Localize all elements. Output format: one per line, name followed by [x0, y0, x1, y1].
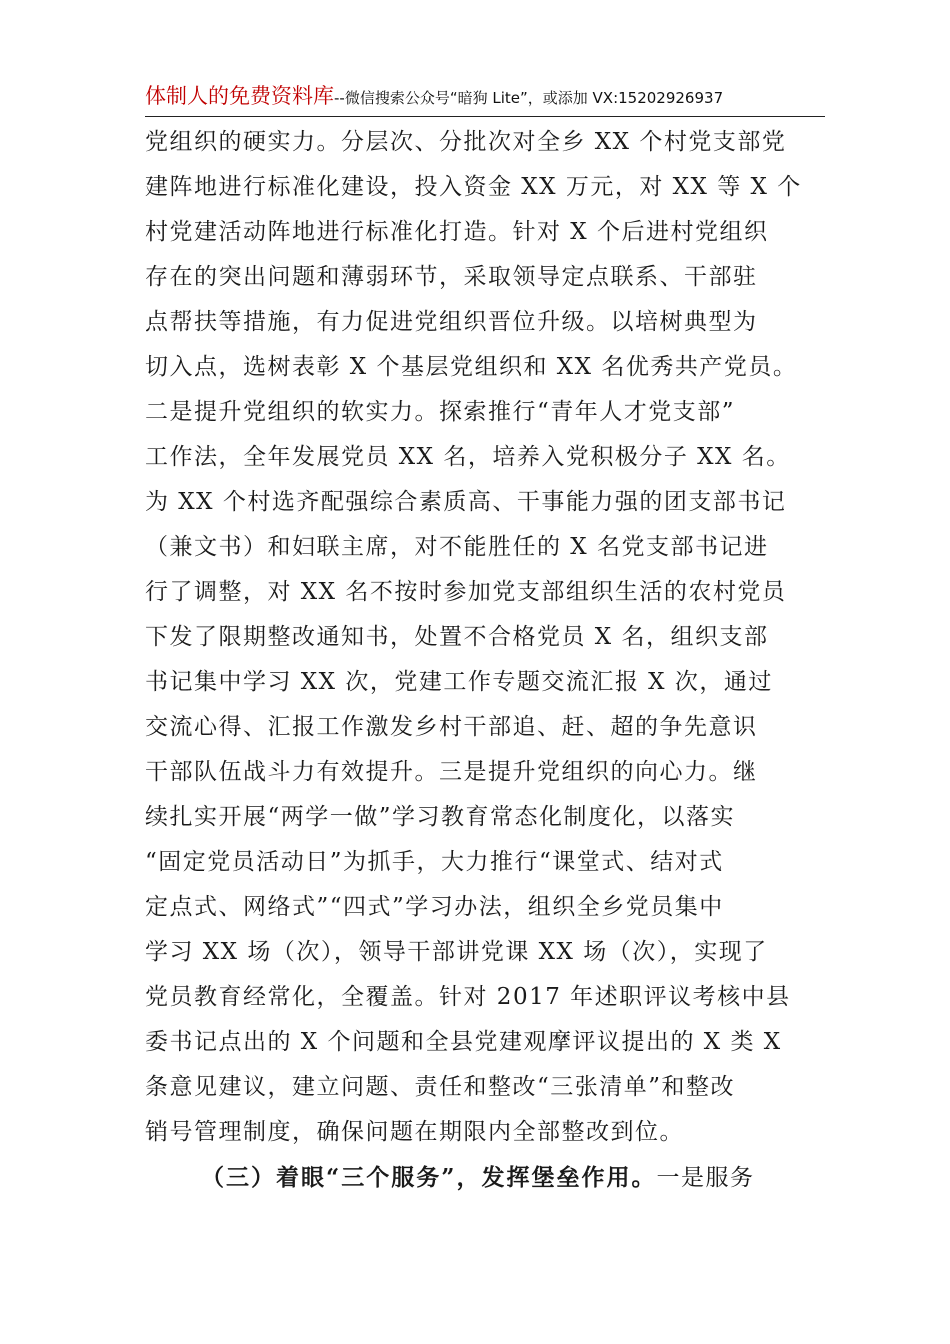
text-line: 销号管理制度，确保问题在期限内全部整改到位。: [145, 1119, 684, 1145]
text-line: “固定党员活动日”为抓手，大力推行“课堂式、结对式: [145, 849, 724, 875]
text-line: 行了调整，对 XX 名不按时参加党支部组织生活的农村党员: [145, 579, 787, 605]
text-line: 干部队伍战斗力有效提升。三是提升党组织的向心力。继: [145, 759, 758, 785]
text-line: （兼文书）和妇联主席，对不能胜任的 X 名党支部书记进: [145, 534, 769, 560]
text-line: 定点式、网络式”“四式”学习办法，组织全乡党员集中: [145, 894, 724, 920]
text-line: 学习 XX 场（次），领导干部讲党课 XX 场（次），实现了: [145, 939, 768, 965]
text-line: 工作法，全年发展党员 XX 名，培养入党积极分子 XX 名。: [145, 444, 791, 470]
section-text: 一是服务: [656, 1165, 755, 1191]
text-line: 二是提升党组织的软实力。探索推行“青年人才党支部”: [145, 399, 736, 425]
text-line: 存在的突出问题和薄弱环节，采取领导定点联系、干部驻: [145, 264, 758, 290]
text-line: 书记集中学习 XX 次，党建工作专题交流汇报 X 次，通过: [145, 669, 773, 695]
text-line: 续扎实开展“两学一做”学习教育常态化制度化，以落实: [145, 804, 736, 830]
text-line: 点帮扶等措施，有力促进党组织晋位升级。以培树典型为: [145, 309, 758, 335]
page-header: [145, 80, 825, 117]
body-text: [145, 120, 810, 1200]
section-heading: （三）着眼“三个服务”，发挥堡垒作用。: [201, 1164, 657, 1191]
text-line: 下发了限期整改通知书，处置不合格党员 X 名，组织支部: [145, 624, 769, 650]
text-line: 为 XX 个村选齐配强综合素质高、干事能力强的团支部书记: [145, 489, 787, 515]
text-line: 建阵地进行标准化建设，投入资金 XX 万元，对 XX 等 X 个: [145, 174, 802, 200]
header-contact-info: --微信搜索公众号“暗狗 Lite”，或添加 VX:15202926937: [334, 89, 724, 107]
text-line: 切入点，选树表彰 X 个基层党组织和 XX 名优秀共产党员。: [145, 354, 798, 380]
header-brand-title: 体制人的免费资料库: [145, 84, 334, 108]
text-line: 党组织的硬实力。分层次、分批次对全乡 XX 个村党支部党: [145, 129, 787, 155]
text-line: 党员教育经常化，全覆盖。针对 2017 年述职评议考核中县: [145, 984, 791, 1010]
section-heading-line: [145, 1155, 810, 1200]
text-line: 交流心得、汇报工作激发乡村干部追、赶、超的争先意识: [145, 714, 758, 740]
text-line: 村党建活动阵地进行标准化打造。针对 X 个后进村党组织: [145, 219, 769, 245]
text-line: 条意见建议，建立问题、责任和整改“三张清单”和整改: [145, 1074, 736, 1100]
text-line: 委书记点出的 X 个问题和全县党建观摩评议提出的 X 类 X: [145, 1029, 782, 1055]
